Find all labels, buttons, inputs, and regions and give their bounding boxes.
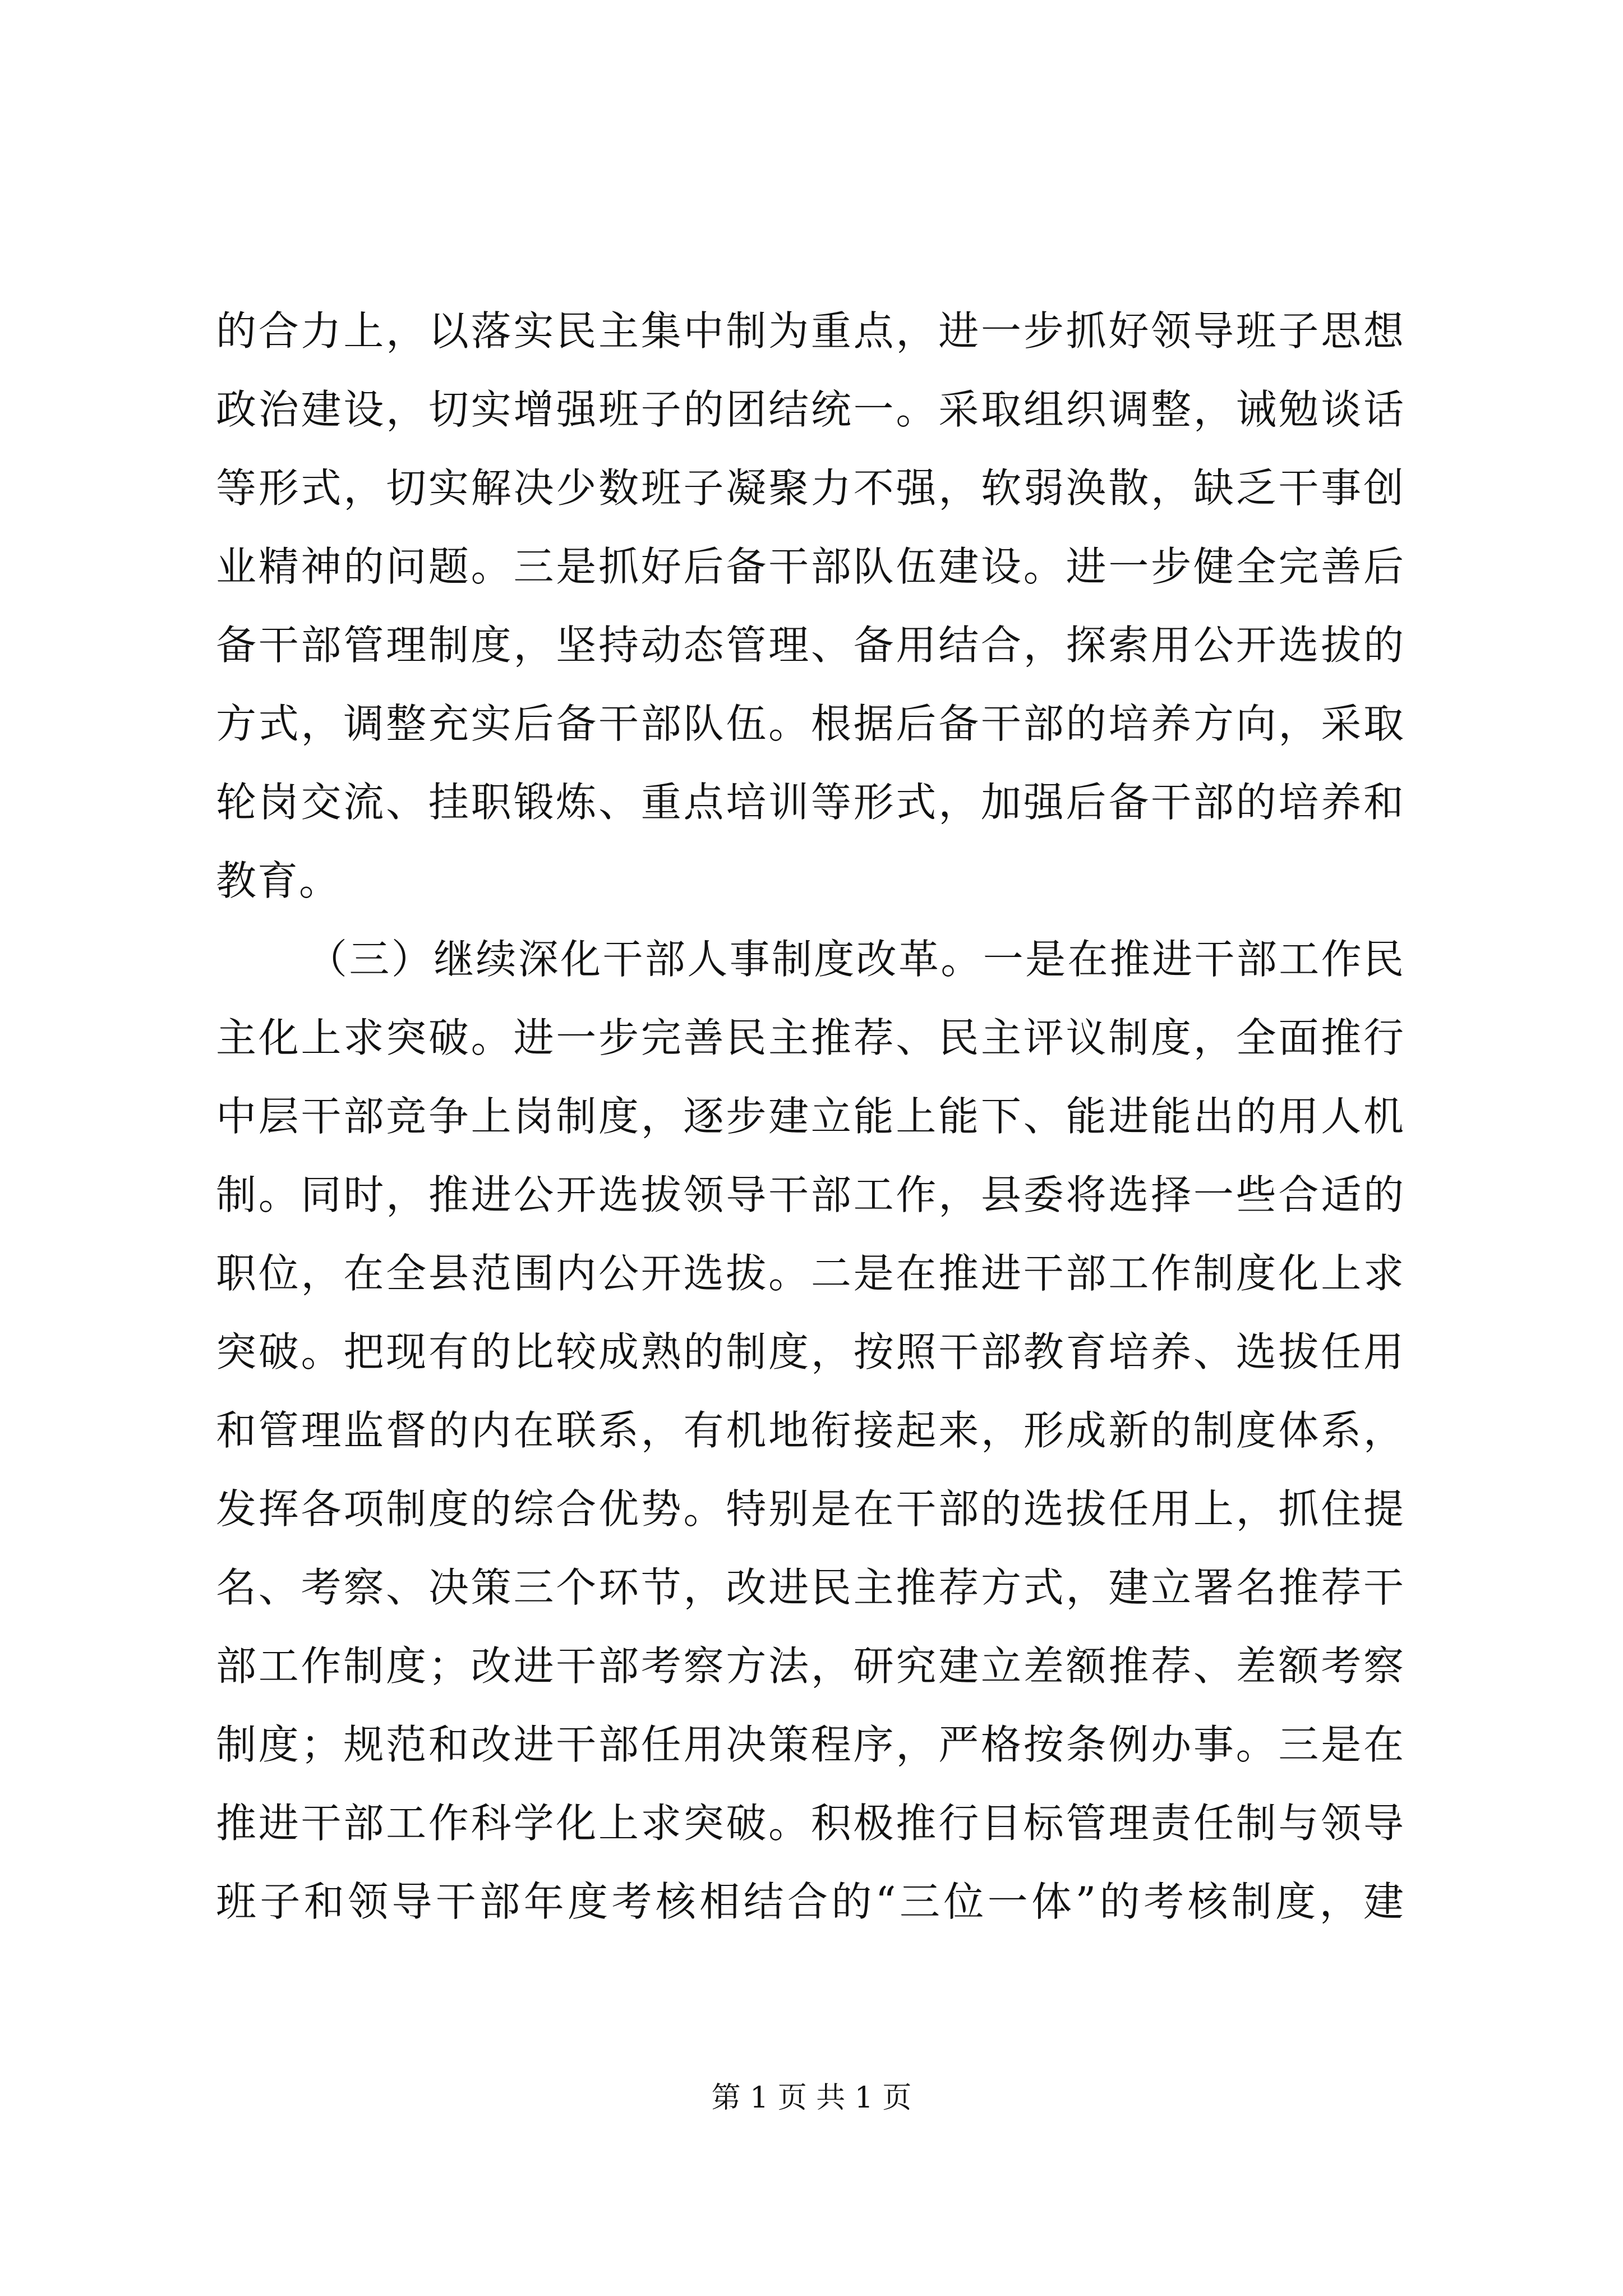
text-line: 推进干部工作科学化上求突破。积极推行目标管理责任制与领导 bbox=[216, 1800, 1405, 1847]
text-line: 业精神的问题。三是抓好后备干部队伍建设。进一步健全完善后 bbox=[216, 543, 1405, 590]
text-line: 备干部管理制度，坚持动态管理、备用结合，探索用公开选拔的 bbox=[216, 622, 1405, 669]
text-line: 教育。 bbox=[216, 857, 341, 904]
text-line: 部工作制度；改进干部考察方法，研究建立差额推荐、差额考察 bbox=[216, 1642, 1405, 1690]
page-number: 第 1 页 共 1 页 bbox=[711, 2081, 912, 2115]
text-line: 班子和领导干部年度考核相结合的“三位一体”的考核制度，建 bbox=[216, 1878, 1405, 1925]
text-line: 职位，在全县范围内公开选拔。二是在推进干部工作制度化上求 bbox=[216, 1250, 1405, 1297]
text-line: 中层干部竞争上岗制度，逐步建立能上能下、能进能出的用人机 bbox=[216, 1093, 1405, 1140]
body-text bbox=[216, 292, 1405, 1941]
text-line: 制度；规范和改进干部任用决策程序，严格按条例办事。三是在 bbox=[216, 1721, 1405, 1768]
page-footer bbox=[0, 2078, 1623, 2118]
text-line: 政治建设，切实增强班子的团结统一。采取组织调整，诫勉谈话 bbox=[216, 386, 1405, 433]
text-line: 发挥各项制度的综合优势。特别是在干部的选拔任用上，抓住提 bbox=[216, 1485, 1405, 1533]
text-line: 制。同时，推进公开选拔领导干部工作，县委将选择一些合适的 bbox=[216, 1171, 1405, 1218]
section-heading-line: （三）继续深化干部人事制度改革。一是在推进干部工作民 bbox=[307, 936, 1405, 983]
text-line: 名、考察、决策三个环节，改进民主推荐方式，建立署名推荐干 bbox=[216, 1564, 1405, 1611]
text-line: 和管理监督的内在联系，有机地衔接起来，形成新的制度体系， bbox=[216, 1407, 1405, 1454]
text-line: 突破。把现有的比较成熟的制度，按照干部教育培养、选拔任用 bbox=[216, 1328, 1405, 1375]
text-line: 主化上求突破。进一步完善民主推荐、民主评议制度，全面推行 bbox=[216, 1014, 1405, 1061]
text-line: 方式，调整充实后备干部队伍。根据后备干部的培养方向，采取 bbox=[216, 700, 1405, 747]
text-line: 等形式，切实解决少数班子凝聚力不强，软弱涣散，缺乏干事创 bbox=[216, 464, 1405, 512]
text-line: 的合力上，以落实民主集中制为重点，进一步抓好领导班子思想 bbox=[216, 307, 1405, 355]
text-line: 轮岗交流、挂职锻炼、重点培训等形式，加强后备干部的培养和 bbox=[216, 779, 1405, 826]
